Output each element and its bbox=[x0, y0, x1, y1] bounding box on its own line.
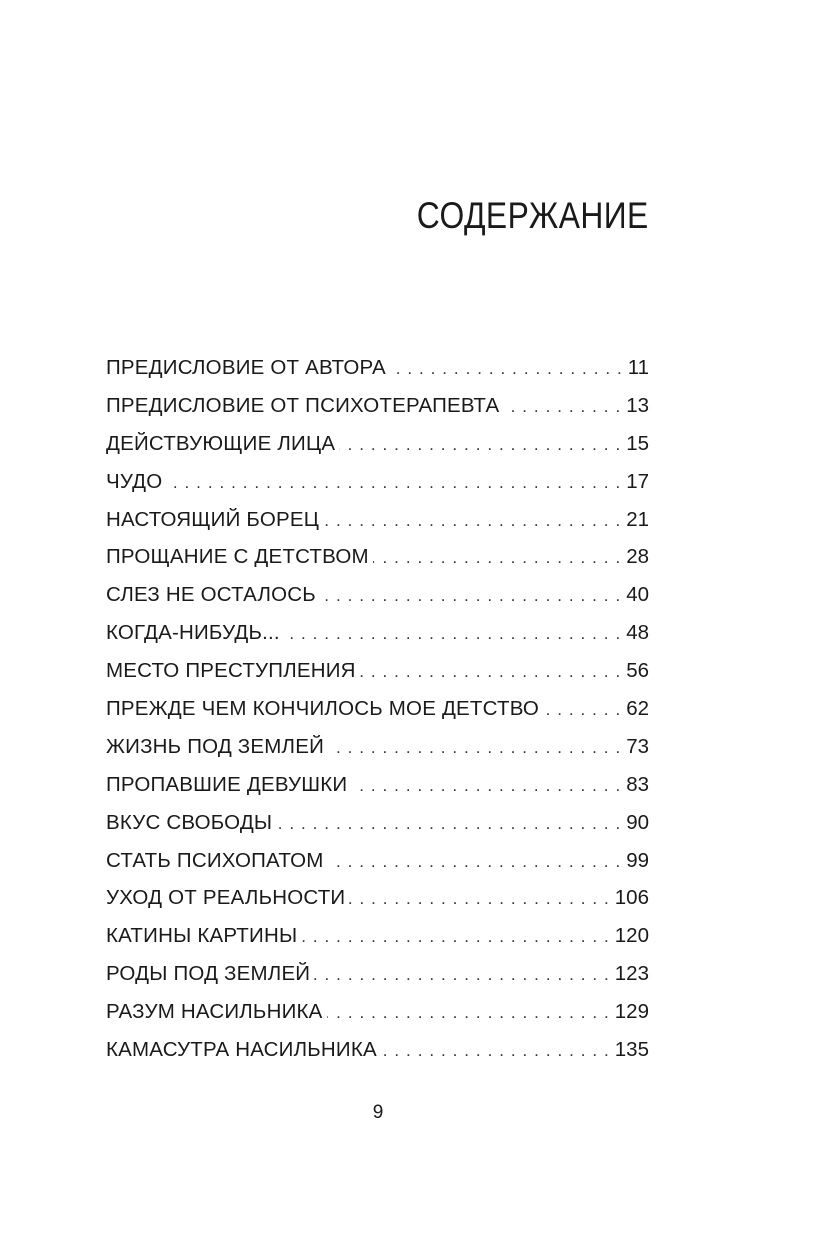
toc-entry-title: КАМАСУТРА НАСИЛЬНИКА bbox=[106, 1038, 377, 1062]
toc-entry-title: ПРЕЖДЕ ЧЕМ КОНЧИЛОСЬ МОЕ ДЕТСТВО bbox=[106, 697, 540, 721]
toc-entry[interactable] bbox=[106, 470, 649, 508]
toc-entry-title: ДЕЙСТВУЮЩИЕ ЛИЦА bbox=[106, 431, 336, 455]
toc-entry[interactable] bbox=[106, 697, 649, 735]
dot-leader bbox=[166, 473, 620, 493]
dot-leader bbox=[349, 889, 608, 909]
toc-entry-title: ПРЕДИСЛОВИЕ ОТ АВТОРА bbox=[106, 356, 386, 379]
toc-entry[interactable] bbox=[106, 886, 649, 924]
toc-entry-title: МЕСТО ПРЕСТУПЛЕНИЯ bbox=[106, 659, 356, 683]
toc-entry-title: УХОД ОТ РЕАЛЬНОСТИ bbox=[106, 886, 346, 910]
toc-entry-page: 48 bbox=[626, 621, 649, 645]
toc-entry[interactable] bbox=[106, 508, 649, 546]
toc-entry-page: 40 bbox=[626, 583, 649, 607]
toc-entry-page: 13 bbox=[626, 393, 649, 417]
toc-entry-title: ВКУС СВОБОДЫ bbox=[106, 810, 273, 834]
toc-entry-title: ЖИЗНЬ ПОД ЗЕМЛЕЙ bbox=[106, 734, 324, 758]
toc-entry-page: 17 bbox=[626, 469, 649, 493]
toc-entry-title: РАЗУМ НАСИЛЬНИКА bbox=[106, 1000, 323, 1024]
toc-entry[interactable] bbox=[106, 1038, 649, 1076]
dot-leader bbox=[323, 511, 620, 531]
toc-entry-title: КАТИНЫ КАРТИНЫ bbox=[106, 924, 298, 948]
toc-entry[interactable] bbox=[106, 545, 649, 583]
toc-entry[interactable] bbox=[106, 924, 649, 962]
toc-entry-title: СТАТЬ ПСИХОПАТОМ bbox=[106, 848, 324, 872]
toc-entry-title: ПРОПАВШИЕ ДЕВУШКИ bbox=[106, 772, 348, 796]
dot-leader bbox=[301, 927, 608, 947]
page-title: СОДЕРЖАНИЕ bbox=[417, 194, 649, 236]
toc-entry[interactable] bbox=[106, 849, 649, 887]
dot-leader bbox=[390, 359, 622, 379]
dot-leader bbox=[314, 965, 609, 985]
dot-leader bbox=[276, 814, 620, 834]
toc-entry-page: 73 bbox=[626, 734, 649, 758]
dot-leader bbox=[320, 586, 620, 606]
toc-entry-title: НАСТОЯЩИЙ БОРЕЦ bbox=[106, 507, 320, 531]
toc-entry[interactable] bbox=[106, 735, 649, 773]
toc-entry-title: КОГДА-НИБУДЬ... bbox=[106, 621, 280, 645]
toc-entry-page: 15 bbox=[626, 431, 649, 455]
dot-leader bbox=[327, 1003, 609, 1023]
dot-leader bbox=[360, 662, 621, 682]
toc-entry-title: СЛЕЗ НЕ ОСТАЛОСЬ bbox=[106, 583, 316, 607]
toc-entry[interactable] bbox=[106, 583, 649, 621]
toc-entry-title: ПРОЩАНИЕ С ДЕТСТВОМ bbox=[106, 545, 369, 569]
dot-leader bbox=[339, 435, 620, 455]
toc-entry[interactable] bbox=[106, 356, 649, 394]
dot-leader bbox=[351, 776, 620, 796]
toc-entry[interactable] bbox=[106, 659, 649, 697]
toc-entry-page: 62 bbox=[626, 697, 649, 721]
toc-entry-page: 123 bbox=[614, 962, 649, 986]
toc-entry[interactable] bbox=[106, 962, 649, 1000]
toc-entry[interactable] bbox=[106, 811, 649, 849]
table-of-contents bbox=[106, 356, 649, 1076]
toc-entry[interactable] bbox=[106, 773, 649, 811]
toc-entry-page: 90 bbox=[626, 810, 649, 834]
dot-leader bbox=[543, 700, 620, 720]
dot-leader bbox=[328, 852, 621, 872]
toc-entry-title: ПРЕДИСЛОВИЕ ОТ ПСИХОТЕРАПЕВТА bbox=[106, 393, 500, 417]
toc-entry-page: 28 bbox=[626, 545, 649, 569]
toc-entry[interactable] bbox=[106, 394, 649, 432]
toc-entry-title: РОДЫ ПОД ЗЕМЛЕЙ bbox=[106, 962, 311, 986]
toc-entry-page: 83 bbox=[626, 772, 649, 796]
toc-entry-page: 11 bbox=[627, 356, 649, 379]
toc-entry-page: 135 bbox=[614, 1038, 649, 1062]
dot-leader bbox=[328, 738, 620, 758]
toc-entry-title: ЧУДО bbox=[106, 469, 163, 493]
toc-entry[interactable] bbox=[106, 432, 649, 470]
toc-entry[interactable] bbox=[106, 621, 649, 659]
toc-entry-page: 129 bbox=[614, 1000, 649, 1024]
toc-entry-page: 120 bbox=[614, 924, 649, 948]
toc-entry[interactable] bbox=[106, 1000, 649, 1038]
dot-leader bbox=[503, 397, 620, 417]
dot-leader bbox=[381, 1041, 609, 1061]
page-number: 9 bbox=[372, 1102, 384, 1123]
toc-entry-page: 99 bbox=[626, 848, 649, 872]
toc-entry-page: 106 bbox=[614, 886, 649, 910]
dot-leader bbox=[284, 624, 620, 644]
toc-entry-page: 21 bbox=[626, 507, 649, 531]
toc-entry-page: 56 bbox=[626, 659, 649, 683]
dot-leader bbox=[373, 548, 620, 568]
